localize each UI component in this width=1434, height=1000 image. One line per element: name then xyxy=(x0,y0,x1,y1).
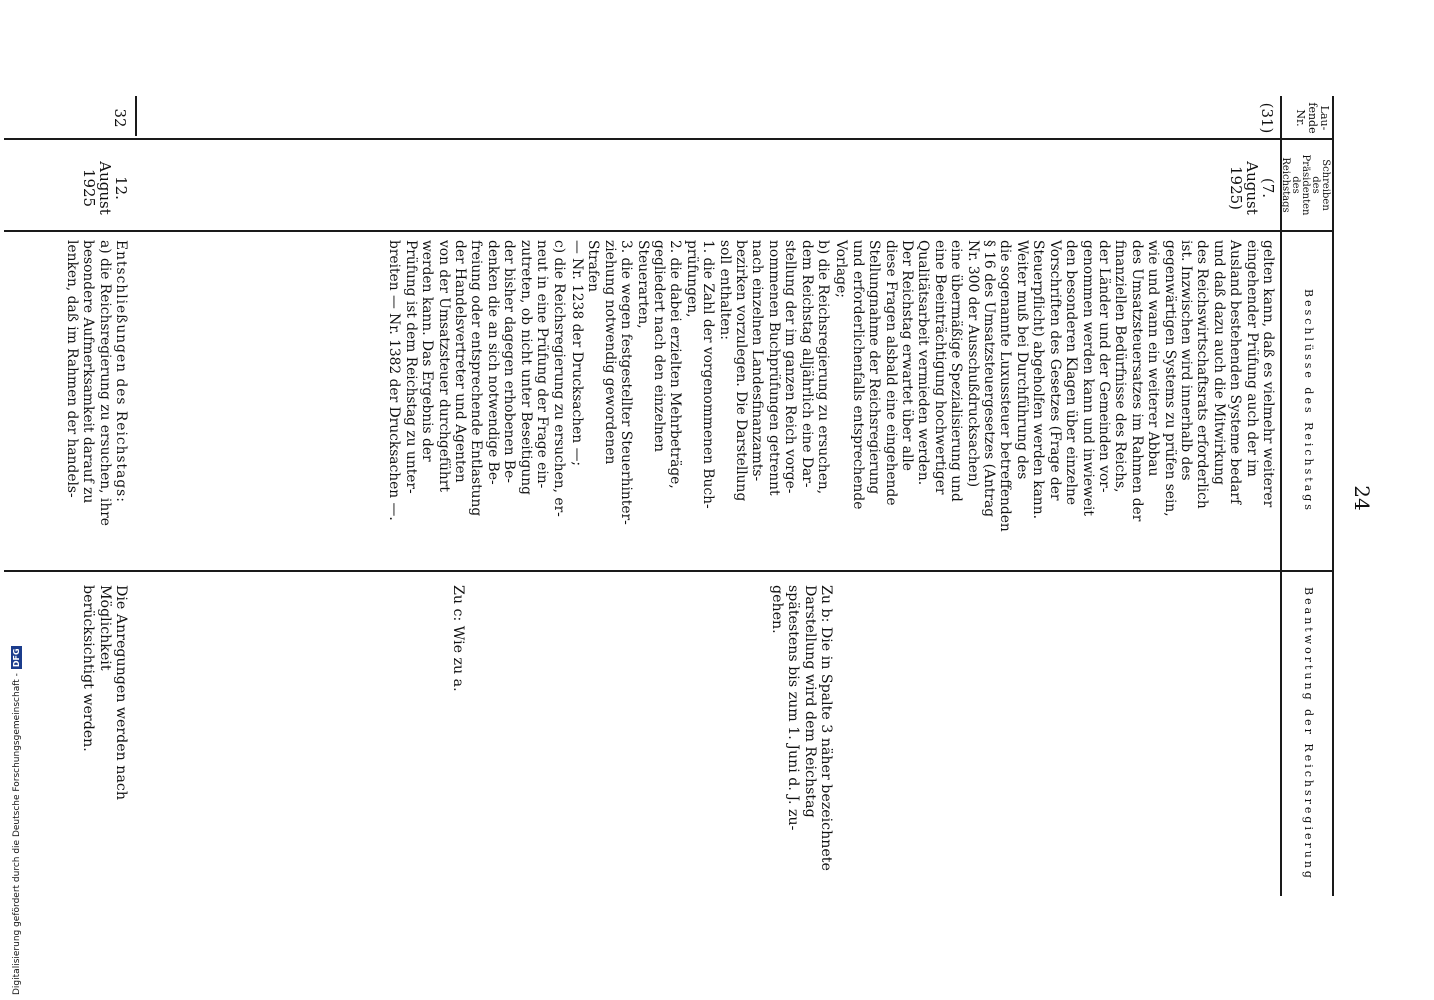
header-col-resolutions: Beschlüsse des Reichstags xyxy=(1302,289,1315,513)
row-32-resolutions xyxy=(63,240,129,562)
table-top-rule xyxy=(1332,96,1334,896)
page-number: 24 xyxy=(1350,485,1374,511)
row-31-item-a-continued: gelten kann, daß es vielmehr weiterer eingehender Prüfung auch der im Ausland bestehenden Systeme bedarf und daß dazu auch die Mitwirkung des Reichswirtschaftsrats erforderlich ist. Inzwischen wird innerhalb des gegenwärtigen Systems zu prüfen sein, wie und wann ein weiterer Abbau des Umsatzsteuersatzes im Rahmen der finanziellen Bedürfnisse des Reichs, der Länder und der Gemeinden vor- genommen werden kann und inwieweit den besonderen Klagen über einzelne Vorschriften des Gesetzes (Frage der Steuerpflicht) abgeholfen werden kann. Weiter muß bei Durchführung des die sogenannte Luxussteuer betreffenden § 16 des Umsatzsteuergesetzes (Antrag Nr. 300 der Ausschußdrucksachen) eine übermäßige Spezialisierung und eine Beeinträchtigung hochwertiger Qualitätsarbeit vermieden werden. Der Reichstag erwartet über alle diese Fragen alsbald eine eingehende Stellungnahme der Reichsregierung und erforderlichenfalls entsprechende Vorlage; xyxy=(833,240,1276,532)
header-col-letter: Schreiben des Präsidenten des Reichstags xyxy=(1280,154,1331,216)
row-31-date: (7. August 1925) xyxy=(1227,161,1277,215)
row-31-number: (31) xyxy=(1258,102,1276,134)
column-rule-3 xyxy=(4,570,1334,572)
column-rule-1 xyxy=(4,138,1334,140)
row-32-number: 32 xyxy=(111,108,129,128)
column-rule-2 xyxy=(4,230,1334,232)
row-31-item-c: c) die Reichsregierung zu ersuchen, er- neut in eine Prüfung der Frage ein- zutreten, ob nicht unter Beseitigung der bisher dagegen erhobenen Be- denken die an sich notwendige Be- freiung oder entsprechende Entlastung der Handelsvertreter und Agenten von der Umsatzsteuer durchgeführt werden kann. Das Ergebnis der Prüfung ist dem Reichstag zu unter- breiten — Nr. 1382 der Drucksachen —. xyxy=(386,240,567,521)
row-31-item-b: b) die Reichsregierung zu ersuchen, dem Reichstag alljährlich eine Dar- stellung der im ganzen Reich vorge- nommenen Buchprüfungen getrennt nach einzelnen Landesfinanzamts- bezirken vorzulegen. Die Darstellung soll enthalten: 1. die Zahl der vorgenommenen Buch- prüfungen, 2. die dabei erzielten Mehrbeträge, gegliedert nach den einzelnen Steuerarten, 3. die wegen festgestellter Steuerhinter- ziehung notwendig gewordenen Strafen — Nr. 1238 der Drucksachen —; xyxy=(568,240,832,525)
header-col-number: Lau- fende Nr. xyxy=(1294,102,1331,134)
row-separator-rule xyxy=(135,96,137,136)
digitization-credit xyxy=(0,600,22,995)
row-32-date: 12. August 1925 xyxy=(80,161,130,215)
row-31-resolutions xyxy=(386,240,1276,562)
header-col-replies: Beantwortung der Reichsregierung xyxy=(1302,587,1315,881)
credit-text: Digitalisierung gefördert durch die Deutsche Forschungsgemeinschaft - xyxy=(12,673,22,995)
row-32-item-a: a) die Reichsregierung zu ersuchen, ihre besondere Aufmerksamkeit darauf zu lenken, daß im Rahmen der handels- xyxy=(63,240,113,526)
row-31-reply-c: Zu c: Wie zu a. xyxy=(450,585,466,692)
row-32-heading: Entschließungen des Reichstags: xyxy=(113,240,129,503)
row-31-reply-b: Zu b: Die in Spalte 3 näher bezeichnete Darstellung wird dem Reichstag spätestens bis zum 1. Juni d. J. zu- gehen. xyxy=(768,585,834,871)
dfg-logo: DFG xyxy=(12,648,21,668)
row-32-reply-a: Die Anregungen werden nach Möglichkeit berücksichtigt werden. xyxy=(80,585,129,800)
